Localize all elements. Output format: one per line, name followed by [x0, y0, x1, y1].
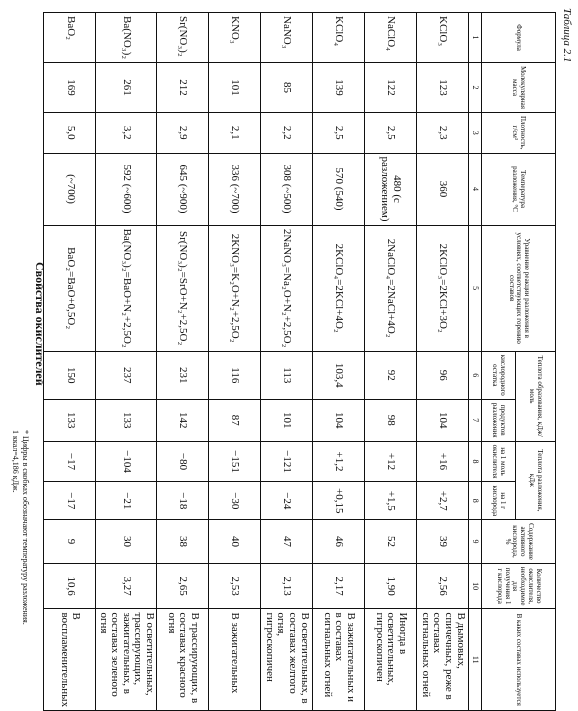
table-label: Таблица 2.1 — [561, 8, 573, 63]
cell-active-oxygen: 9 — [44, 520, 96, 564]
cell-heat-oxygen-residue: 92 — [365, 351, 417, 399]
cell-heat-oxygen-residue: 96 — [417, 351, 469, 399]
cell-usage: В зажигательных и в составах сигнальных огней — [313, 609, 365, 711]
col-number: 1 — [469, 13, 482, 63]
cell-active-oxygen: 38 — [157, 520, 209, 564]
cell-density: 2,9 — [157, 112, 209, 153]
cell-density: 2,5 — [365, 112, 417, 153]
cell-effect-per-gram: +0,15 — [313, 482, 365, 520]
cell-reaction: 2KClO₃=2KCl+3O₂ — [417, 225, 469, 351]
footnote-2: 1 ккал=4,186 кДж. — [11, 430, 20, 493]
cell-mol-mass: 85 — [261, 63, 313, 113]
cell-mass-ratio: 3,27 — [96, 563, 157, 609]
cell-decomp-temp: 336 (~700) — [209, 153, 261, 225]
cell-mass-ratio: 2,65 — [157, 563, 209, 609]
cell-mol-mass: 122 — [365, 63, 417, 113]
cell-mol-mass: 101 — [209, 63, 261, 113]
table-row — [44, 13, 96, 711]
header-effect-group: Теплота разложения, кДж — [516, 441, 556, 520]
cell-mol-mass: 169 — [44, 63, 96, 113]
cell-heat-products: 104 — [313, 399, 365, 441]
header-heat-group: Теплота образования, кДж/моль — [516, 351, 556, 441]
header-usage: В каких составах используется — [482, 609, 556, 711]
cell-effect-per-mol: −121 — [261, 441, 313, 482]
col-number: 8 — [469, 441, 482, 482]
header-density: Плотность, г/см³ — [482, 112, 556, 153]
col-number: 2 — [469, 63, 482, 113]
cell-heat-products: 133 — [44, 399, 96, 441]
cell-decomp-temp: 308 (~500) — [261, 153, 313, 225]
cell-active-oxygen: 40 — [209, 520, 261, 564]
cell-formula: NaNO₃ — [261, 13, 313, 63]
cell-mass-ratio: 2,13 — [261, 563, 313, 609]
cell-formula: KClO₃ — [417, 13, 469, 63]
cell-formula: KNO₃ — [209, 13, 261, 63]
header-effect-b: на 1 г кислорода — [482, 482, 516, 520]
cell-mass-ratio: 2,56 — [417, 563, 469, 609]
cell-density: 3,2 — [96, 112, 157, 153]
col-number: 7 — [469, 399, 482, 441]
cell-heat-products: 101 — [261, 399, 313, 441]
cell-usage: В воспламенительных — [44, 609, 96, 711]
cell-reaction: 2KNO₃=K₂O+N₂+2,5O₂ — [209, 225, 261, 351]
cell-heat-oxygen-residue: 116 — [209, 351, 261, 399]
cell-heat-products: 98 — [365, 399, 417, 441]
cell-effect-per-mol: −17 — [44, 441, 96, 482]
cell-active-oxygen: 39 — [417, 520, 469, 564]
table-row — [417, 13, 469, 711]
cell-active-oxygen: 46 — [313, 520, 365, 564]
cell-mol-mass: 123 — [417, 63, 469, 113]
cell-effect-per-gram: +2,7 — [417, 482, 469, 520]
cell-decomp-temp: 570 (540) — [313, 153, 365, 225]
cell-mol-mass: 261 — [96, 63, 157, 113]
table-row — [313, 13, 365, 711]
cell-reaction: Ba(NO₃)₂=BaO+N₂+2,5O₂ — [96, 225, 157, 351]
cell-active-oxygen: 30 — [96, 520, 157, 564]
cell-effect-per-mol: +12 — [365, 441, 417, 482]
col-number: 8 — [469, 482, 482, 520]
cell-effect-per-mol: +16 — [417, 441, 469, 482]
col-number: 10 — [469, 563, 482, 609]
header-formula: Формула — [482, 13, 556, 63]
cell-active-oxygen: 52 — [365, 520, 417, 564]
footnote-1: * Цифры в скобках обозначают температуру разложения. — [21, 430, 30, 625]
cell-density: 2,3 — [417, 112, 469, 153]
cell-mol-mass: 139 — [313, 63, 365, 113]
properties-table-wrapper — [43, 12, 556, 711]
cell-mass-ratio: 1,90 — [365, 563, 417, 609]
cell-heat-oxygen-residue: 113 — [261, 351, 313, 399]
cell-formula: BaO₂ — [44, 13, 96, 63]
cell-usage: В осветительных, в составах желтого огня, гигроскопичен — [261, 609, 313, 711]
cell-mass-ratio: 2,17 — [313, 563, 365, 609]
cell-formula: KClO₄ — [313, 13, 365, 63]
col-number: 6 — [469, 351, 482, 399]
cell-effect-per-gram: −18 — [157, 482, 209, 520]
col-number: 5 — [469, 225, 482, 351]
header-reaction: Уравнение реакции разложения в условиях, соответствующих горению составов — [482, 225, 556, 351]
cell-effect-per-gram: −17 — [44, 482, 96, 520]
cell-effect-per-gram: +1,5 — [365, 482, 417, 520]
cell-heat-products: 87 — [209, 399, 261, 441]
header-effect-a: на 1 моль окислителя — [482, 441, 516, 482]
cell-reaction: 2NaNO₃=Na₂O+N₂+2,5O₂ — [261, 225, 313, 351]
cell-density: 2,2 — [261, 112, 313, 153]
cell-active-oxygen: 47 — [261, 520, 313, 564]
cell-decomp-temp: 360 — [417, 153, 469, 225]
header-heat-a: кислородного остатка — [482, 351, 516, 399]
cell-effect-per-mol: +1,2 — [313, 441, 365, 482]
cell-mass-ratio: 10,6 — [44, 563, 96, 609]
col-number: 9 — [469, 520, 482, 564]
table-body — [44, 13, 469, 711]
cell-heat-oxygen-residue: 231 — [157, 351, 209, 399]
cell-decomp-temp: 645 (~900) — [157, 153, 209, 225]
cell-reaction: Sr(NO₃)₂=SrO+N₂+2,5O₂ — [157, 225, 209, 351]
cell-reaction: 2NaClO₄=2NaCl+4O₂ — [365, 225, 417, 351]
cell-heat-oxygen-residue: 150 — [44, 351, 96, 399]
cell-heat-oxygen-residue: 103,4 — [313, 351, 365, 399]
cell-density: 2,5 — [313, 112, 365, 153]
header-oxygen: Содержание активного кислорода, % — [482, 520, 556, 564]
table-row — [96, 13, 157, 711]
table-title: Свойства окислителей — [33, 262, 47, 386]
table-row — [261, 13, 313, 711]
cell-usage: В зажигательных — [209, 609, 261, 711]
table-row — [157, 13, 209, 711]
cell-density: 5,0 — [44, 112, 96, 153]
cell-effect-per-mol: −151 — [209, 441, 261, 482]
cell-mass-ratio: 2,53 — [209, 563, 261, 609]
cell-heat-products: 142 — [157, 399, 209, 441]
header-row — [516, 13, 556, 711]
cell-heat-oxygen-residue: 237 — [96, 351, 157, 399]
cell-reaction: 2KClO₄=2KCl+4O₂ — [313, 225, 365, 351]
properties-table — [43, 12, 556, 711]
table-row — [365, 13, 417, 711]
cell-effect-per-mol: −80 — [157, 441, 209, 482]
cell-mol-mass: 212 — [157, 63, 209, 113]
col-number: 11 — [469, 609, 482, 711]
cell-decomp-temp: 480 (с разложением) — [365, 153, 417, 225]
cell-decomp-temp: 592 (~600) — [96, 153, 157, 225]
header-decomp-temp: Температура разложения, °С — [482, 153, 556, 225]
header-heat-b: продуктов разложения — [482, 399, 516, 441]
table-row — [209, 13, 261, 711]
cell-usage: Иногда в осветительных, гигроскопичен — [365, 609, 417, 711]
cell-heat-products: 104 — [417, 399, 469, 441]
cell-decomp-temp: (~700) — [44, 153, 96, 225]
column-number-row — [469, 13, 482, 711]
header-mol-mass: Молекулярная масса — [482, 63, 556, 113]
cell-effect-per-mol: −104 — [96, 441, 157, 482]
cell-usage: В дымовых, спичечных, реже в составах сигнальных огней — [417, 609, 469, 711]
cell-formula: Ba(NO₃)₂ — [96, 13, 157, 63]
header-mass-ratio: Количество окислителя, необходимое для получения 1 г кислорода — [482, 563, 556, 609]
cell-effect-per-gram: −24 — [261, 482, 313, 520]
col-number: 4 — [469, 153, 482, 225]
cell-usage: В осветительных, трассирующих, зажигательных, в составах зеленого огня — [96, 609, 157, 711]
cell-usage: В трассирующих, в составах красного огня — [157, 609, 209, 711]
cell-density: 2,1 — [209, 112, 261, 153]
col-number: 3 — [469, 112, 482, 153]
cell-effect-per-gram: −30 — [209, 482, 261, 520]
cell-formula: Sr(NO₃)₂ — [157, 13, 209, 63]
cell-effect-per-gram: −21 — [96, 482, 157, 520]
cell-heat-products: 133 — [96, 399, 157, 441]
cell-formula: NaClO₄ — [365, 13, 417, 63]
cell-reaction: BaO₂=BaO+0,5O₂ — [44, 225, 96, 351]
